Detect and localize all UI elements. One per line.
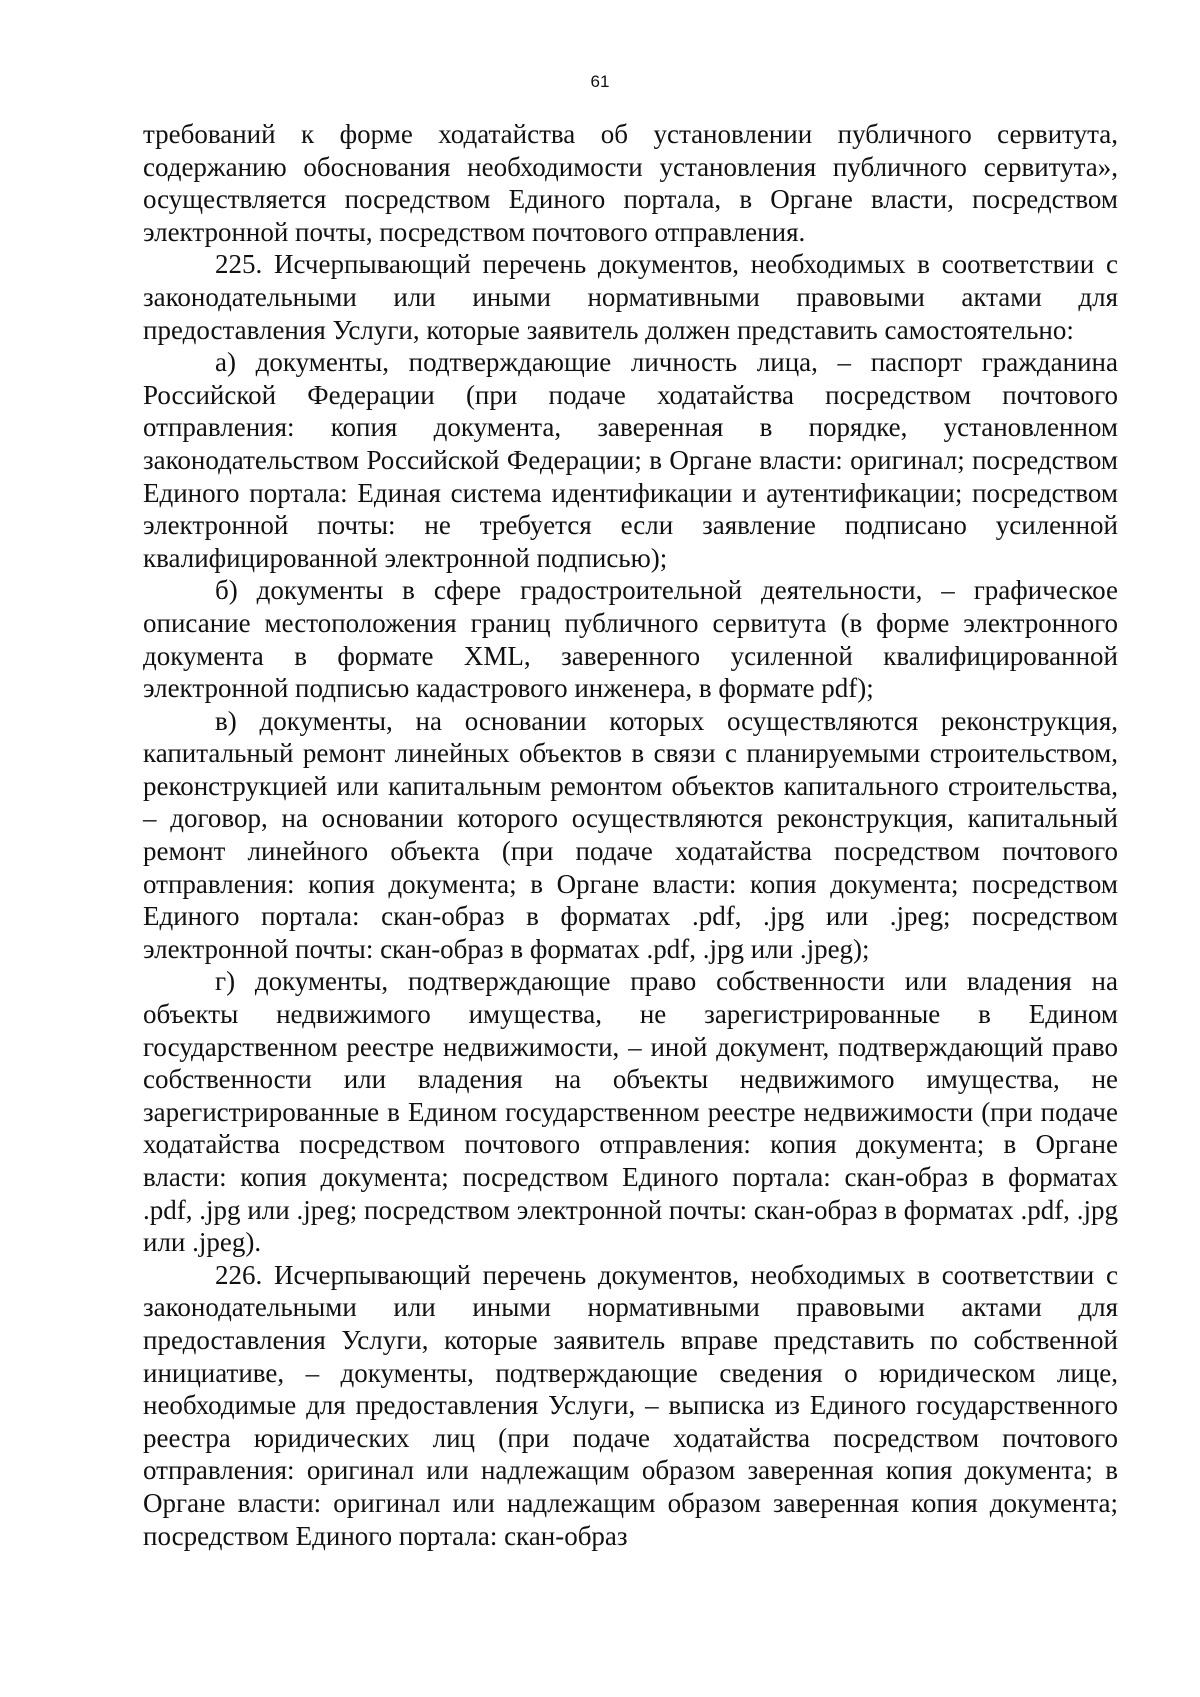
paragraph-225-a: а) документы, подтверждающие личность лица, – паспорт гражданина Российской Федерации (при подаче ходатайства посредством почтового отправления: копия документа, заверенная в порядке, установленном законодательством Российской Федерации; в Органе власти: оригинал; посредством Единого портала: Единая система идентификации и аутентификации; посредством электронной почты: не требуется если заявление подписано усиленной квалифицированной электронной подписью); [143, 347, 1118, 573]
paragraph-continuation: требований к форме ходатайства об установлении публичного сервитута, содержанию обоснования необходимости установления публичного сервитута», осуществляется посредством Единого портала, в Органе власти, посредством электронной почты, посредством почтового отправления. [143, 119, 1118, 247]
paragraph-225-g: г) документы, подтверждающие право собственности или владения на объекты недвижимого имущества, не зарегистрированные в Едином государственном реестре недвижимости, – иной документ, подтверждающий право собственности или владения на объекты недвижимого имущества, не зарегистрированные в Едином государственном реестре недвижимости (при подаче ходатайства посредством почтового отправления: копия документа; в Органе власти: копия документа; посредством Единого портала: скан-образ в форматах .pdf, .jpg или .jpeg; посредством электронной почты: скан-образ в форматах .pdf, .jpg или .jpeg). [143, 966, 1118, 1258]
document-body [143, 118, 1118, 1552]
paragraph-225-b: б) документы в сфере градостроительной деятельности, – графическое описание местоположения границ публичного сервитута (в форме электронного документа в формате XML, заверенного усиленной квалифицированной электронной подписью кадастрового инженера, в формате pdf); [143, 575, 1118, 704]
page-number: 61 [590, 72, 610, 91]
paragraph-225-v: в) документы, на основании которых осуществляются реконструкция, капитальный ремонт линейных объектов в связи с планируемыми строительством, реконструкцией или капитальным ремонтом объектов капитального строительства, – договор, на основании которого осуществляются реконструкция, капитальный ремонт линейного объекта (при подаче ходатайства посредством почтового отправления: копия документа; в Органе власти: копия документа; посредством Единого портала: скан-образ в форматах .pdf, .jpg или .jpeg; посредством электронной почты: скан-образ в форматах .pdf, .jpg или .jpeg); [143, 705, 1118, 964]
paragraph-226: 226. Исчерпывающий перечень документов, необходимых в соответствии с законодательными или иными нормативными правовыми актами для предоставления Услуги, которые заявитель вправе представить по собственной инициативе, – документы, подтверждающие сведения о юридическом лице, необходимые для предоставления Услуги, – выписка из Единого государственного реестра юридических лиц (при подаче ходатайства посредством почтового отправления: оригинал или надлежащим образом заверенная копия документа; в Органе власти: оригинал или надлежащим образом заверенная копия документа; посредством Единого портала: скан-образ [143, 1259, 1118, 1551]
paragraph-225: 225. Исчерпывающий перечень документов, необходимых в соответствии с законодательными или иными нормативными правовыми актами для предоставления Услуги, которые заявитель должен представить самостоятельно: [143, 249, 1118, 345]
